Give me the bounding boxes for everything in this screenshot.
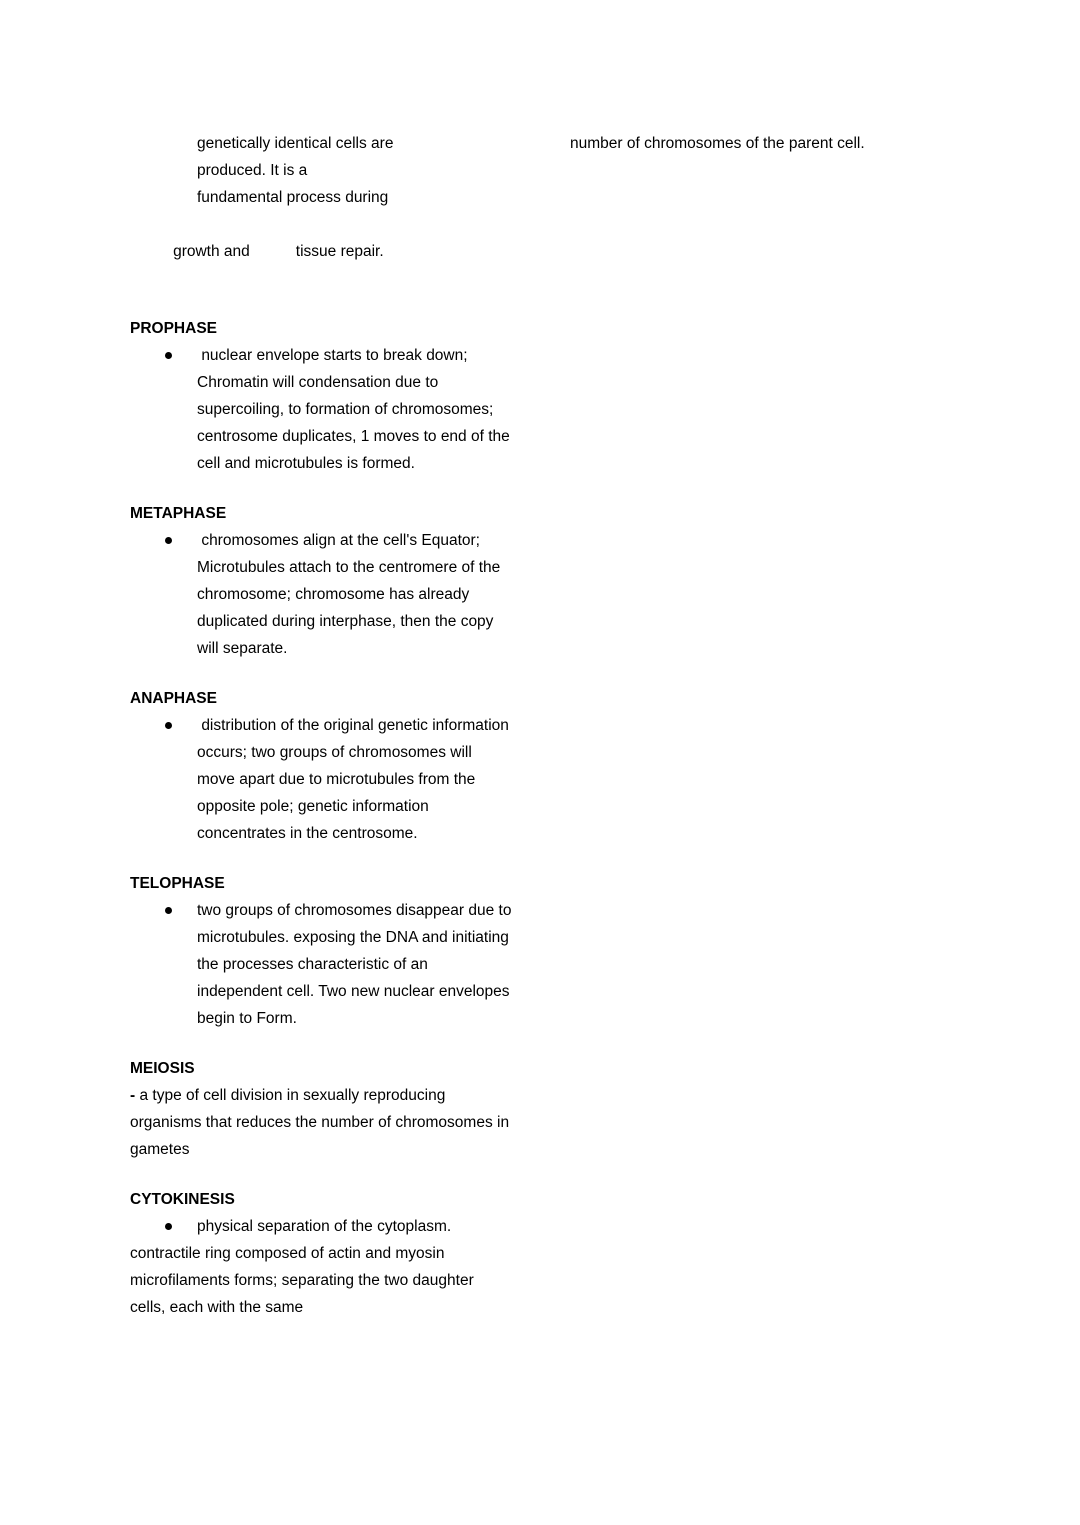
left-column [130, 130, 516, 1321]
bullet-item [130, 897, 516, 1032]
section-heading: MEIOSIS [130, 1060, 195, 1077]
intro-line [130, 211, 512, 292]
section-telophase [130, 870, 516, 1032]
dash-lead: - [130, 1087, 136, 1104]
intro-line-left: growth and [173, 243, 250, 260]
bullet-marker-icon [165, 722, 172, 729]
intro-line-right: tissue repair. [295, 243, 384, 260]
section-body [130, 1082, 512, 1163]
right-column [570, 130, 915, 157]
section-metaphase [130, 500, 512, 662]
bullet-item [130, 527, 512, 662]
bullet-item [130, 1213, 512, 1240]
bullet-item [130, 342, 515, 477]
section-body-text: a type of cell division in sexually reproducing organisms that reduces the number of chromosomes in gametes [130, 1087, 514, 1158]
intro-line: genetically identical cells are [197, 135, 394, 152]
section-heading: CYTOKINESIS [130, 1191, 235, 1208]
bullet-marker-icon [165, 352, 172, 359]
bullet-marker-icon [165, 537, 172, 544]
bullet-text: chromosomes align at the cell's Equator; Microtubules attach to the centromere of the chromosome; chromosome has already duplicated during interphase, then the copy will separate. [197, 532, 505, 657]
bullet-item [130, 712, 512, 847]
right-column-text: number of chromosomes of the parent cell. [570, 135, 865, 152]
intro-paragraph [130, 130, 512, 292]
intro-line: fundamental process during [197, 189, 389, 206]
bullet-marker-icon [165, 907, 172, 914]
section-heading: TELOPHASE [130, 875, 225, 892]
section-heading: METAPHASE [130, 505, 227, 522]
section-prophase [130, 315, 515, 477]
section-heading: PROPHASE [130, 320, 217, 337]
bullet-text: physical separation of the cytoplasm. [197, 1218, 452, 1235]
section-after-text: contractile ring composed of actin and myosin microfilaments forms; separating the two daughter cells, each with the same [130, 1245, 479, 1316]
bullet-text: two groups of chromosomes disappear due to microtubules. exposing the DNA and initiating the processes characteristic of an independent cell. Two new nuclear envelopes begin to Form. [197, 902, 516, 1027]
section-heading: ANAPHASE [130, 690, 217, 707]
intro-line: produced. It is a [197, 162, 308, 179]
bullet-text: distribution of the original genetic information occurs; two groups of chromosomes will move apart due to microtubules from the opposite pole; genetic information concentrates in the centrosome. [197, 717, 514, 842]
section-cytokinesis [130, 1186, 512, 1321]
bullet-marker-icon [165, 1223, 172, 1230]
bullet-text: nuclear envelope starts to break down; Chromatin will condensation due to supercoiling, to formation of chromosomes; centrosome duplicates, 1 moves to end of the cell and microtubules is formed. [197, 347, 515, 472]
section-meiosis [130, 1055, 512, 1163]
section-anaphase [130, 685, 512, 847]
